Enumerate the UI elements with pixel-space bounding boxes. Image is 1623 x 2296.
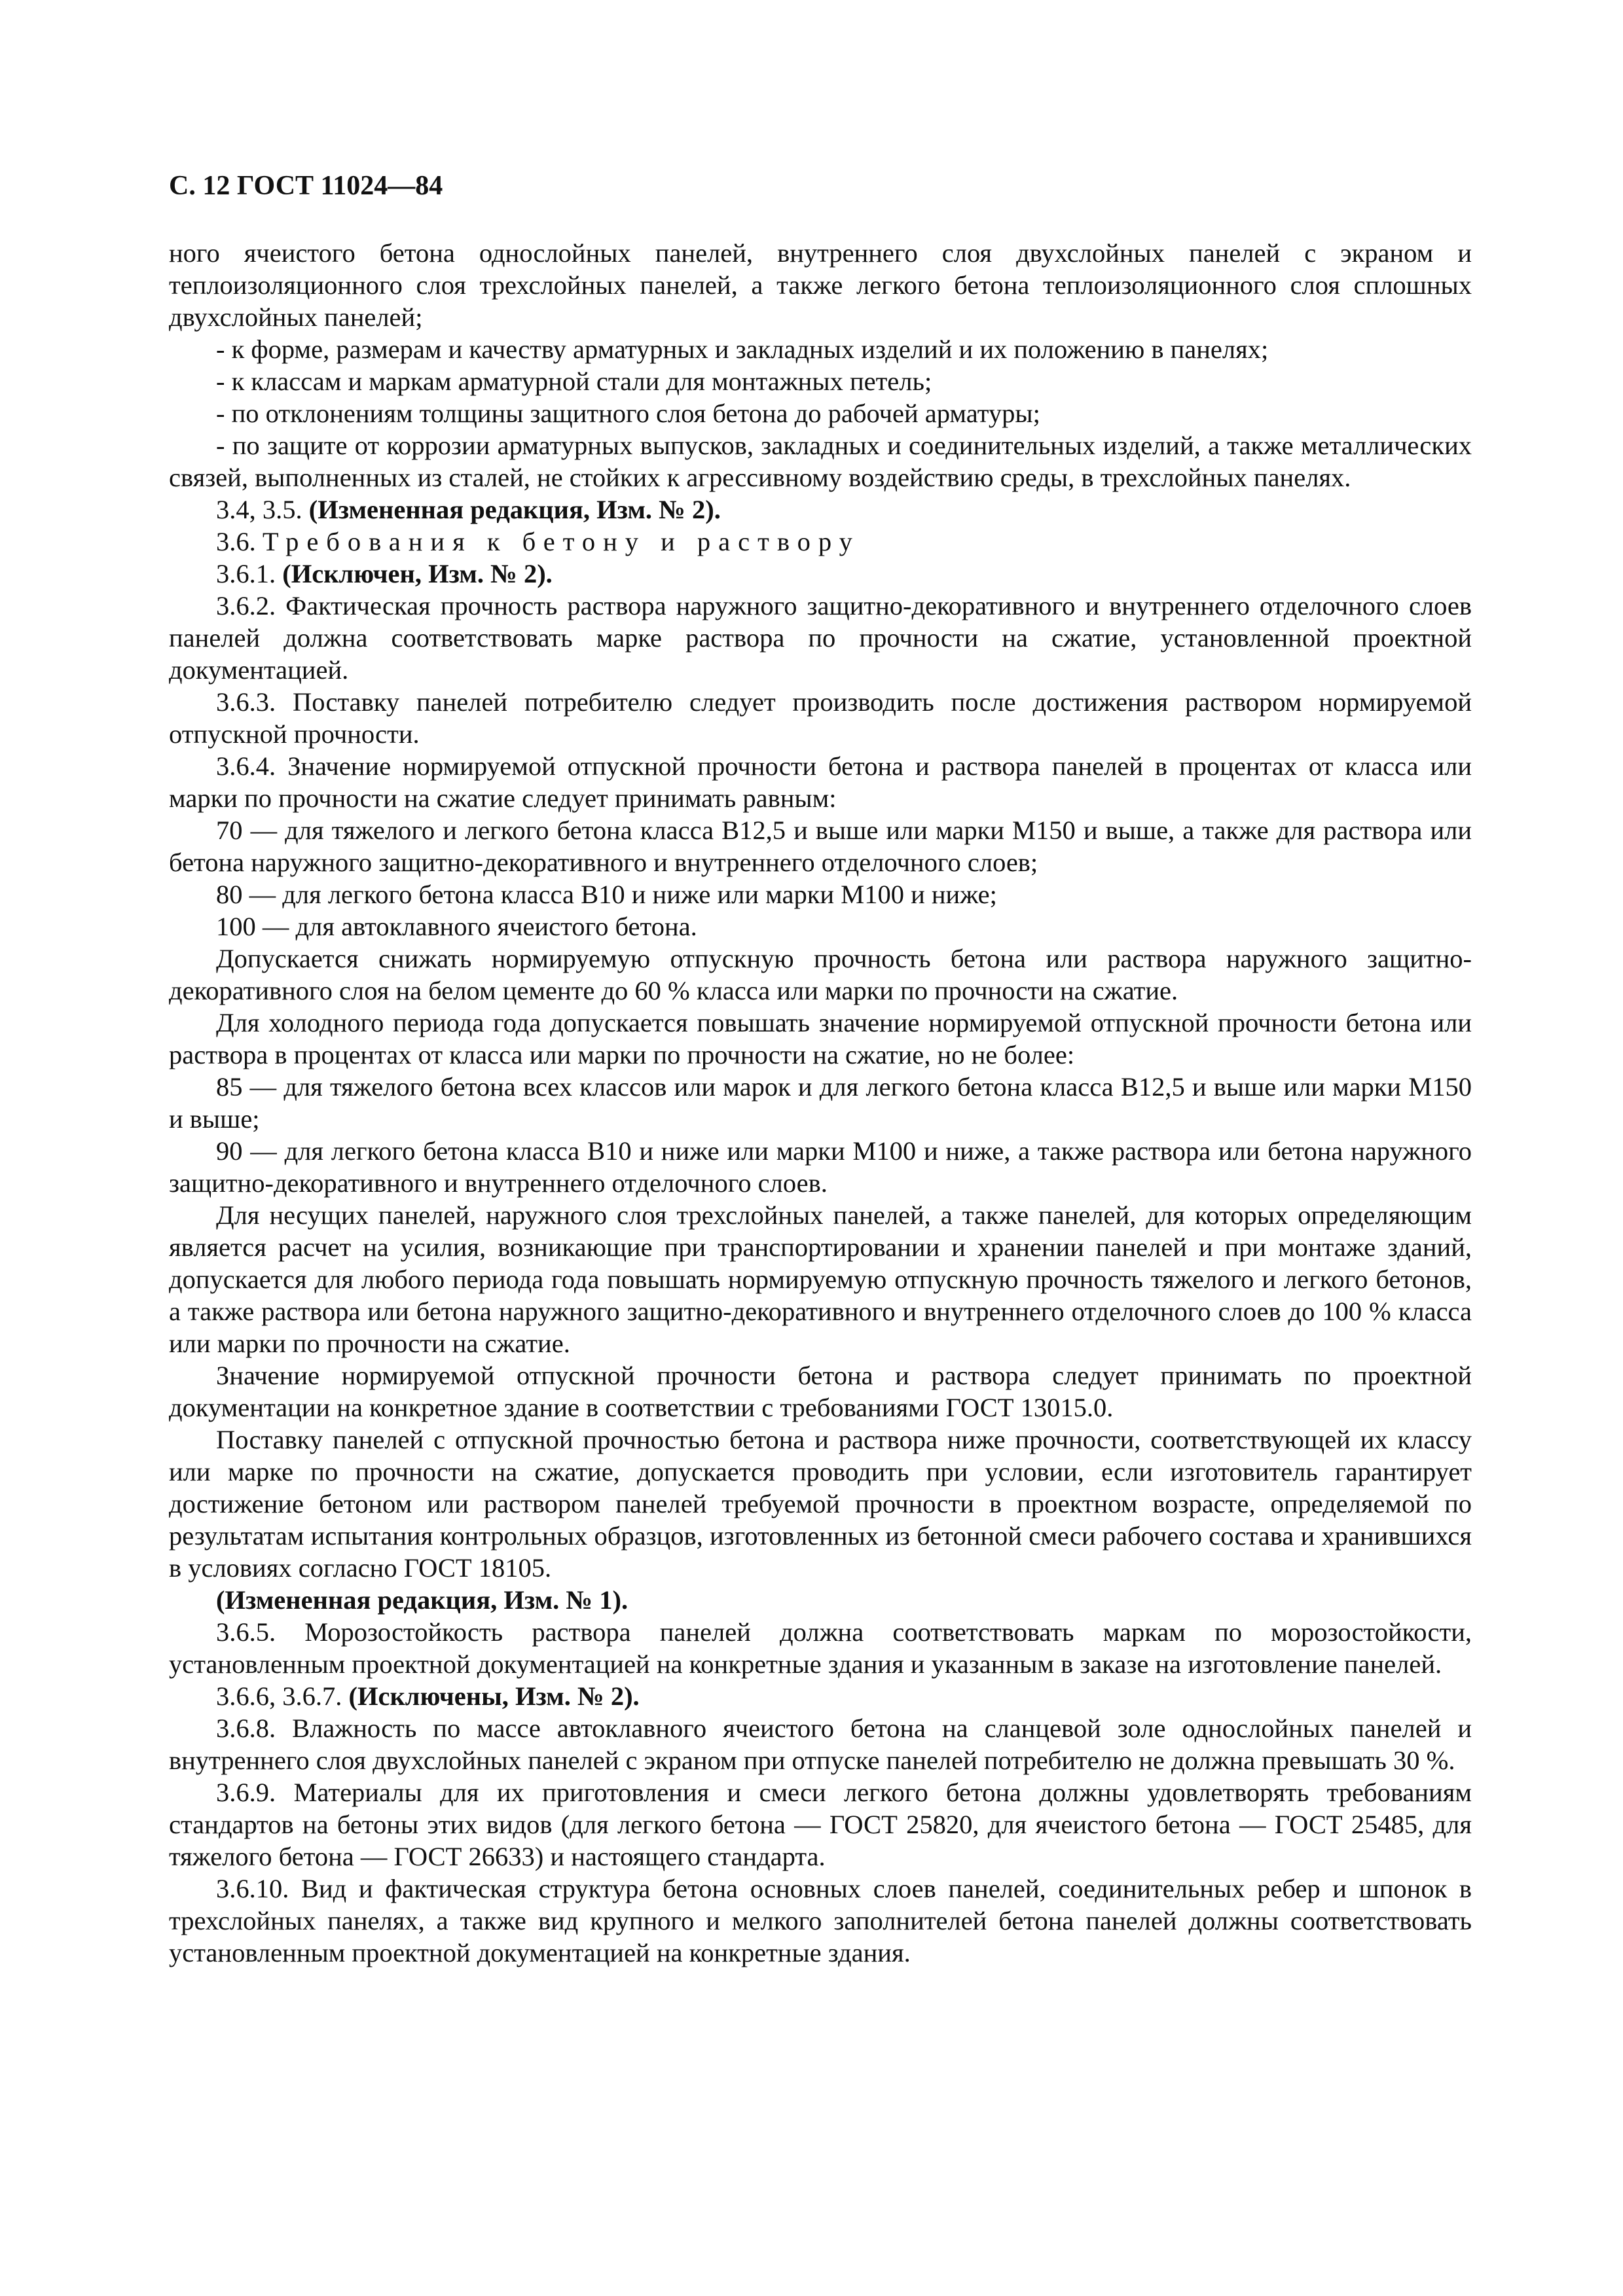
paragraph: ного ячеистого бетона однослойных панелей, внутреннего слоя двухслойных панелей с экраном и теплоизоляционного слоя трехслойных панелей, а также легкого бетона теплоизоляционного слоя сплошных двухслойных панелей; xyxy=(169,238,1472,332)
paragraph: Значение нормируемой отпускной прочности бетона и раствора следует принимать по проектной документации на конкретное здание в соответствии с требованиями ГОСТ 13015.0. xyxy=(169,1361,1472,1422)
paragraph: Поставку панелей с отпускной прочностью бетона и раствора ниже прочности, соответствующей их классу или марке по прочности на сжатие, допускается проводить при условии, если изготовитель гарантирует достижение бетоном или раствором панелей требуемой прочности в проектном возрасте, определяемой по результатам испытания контрольных образцов, изготовленных из бетонной смеси рабочего состава и хранившихся в условиях согласно ГОСТ 18105. xyxy=(169,1425,1472,1583)
paragraph: 85 — для тяжелого бетона всех классов или марок и для легкого бетона класса В12,5 и выше или марки М150 и выше; xyxy=(169,1072,1472,1134)
section-heading: Требования к бетону и раствору xyxy=(262,527,860,556)
paragraph xyxy=(169,1584,1472,1616)
paragraph: 3.6.8. Влажность по массе автоклавного ячеистого бетона на сланцевой золе однослойных панелей и внутреннего слоя двухслойных панелей с экраном при отпуске панелей потребителю не должна превышать 30 %. xyxy=(169,1713,1472,1775)
paragraph: Для несущих панелей, наружного слоя трехслойных панелей, а также панелей, для которых определяющим является расчет на усилия, возникающие при транспортировании и хранении панелей и при монтаже зданий, допускается для любого периода года повышать нормируемую отпускную прочность тяжелого и легкого бетонов, а также раствора или бетона наружного защитно-декоративного и внутреннего отделочного слоев до 100 % класса или марки по прочности на сжатие. xyxy=(169,1200,1472,1358)
document-page xyxy=(169,169,1472,1969)
amendment-note: (Измененная редакция, Изм. № 2). xyxy=(308,495,721,524)
paragraph xyxy=(169,526,1472,558)
section-number: 3.6.1. xyxy=(216,559,283,588)
document-body xyxy=(169,237,1472,1969)
section-number: 3.6.6, 3.6.7. xyxy=(216,1681,349,1711)
paragraph: 3.6.4. Значение нормируемой отпускной прочности бетона и раствора панелей в процентах от класса или марки по прочности на сжатие следует принимать равным: xyxy=(169,751,1472,813)
paragraph: 3.6.2. Фактическая прочность раствора наружного защитно-декоративного и внутреннего отделочного слоев панелей должна соответствовать марке раствора по прочности на сжатие, установленной проектной документацией. xyxy=(169,591,1472,685)
paragraph: 3.6.9. Материалы для их приготовления и смеси легкого бетона должны удовлетворять требованиям стандартов на бетоны этих видов (для легкого бетона — ГОСТ 25820, для ячеистого бетона — ГОСТ 25485, для тяжелого бетона — ГОСТ 26633) и настоящего стандарта. xyxy=(169,1778,1472,1871)
paragraph: - по отклонениям толщины защитного слоя бетона до рабочей арматуры; xyxy=(216,399,1040,428)
paragraph: Для холодного периода года допускается повышать значение нормируемой отпускной прочности бетона или раствора в процентах от класса или марки по прочности на сжатие, но не более: xyxy=(169,1008,1472,1069)
section-number: 3.4, 3.5. xyxy=(216,495,309,524)
paragraph: - к форме, размерам и качеству арматурных и закладных изделий и их положению в панелях; xyxy=(216,334,1269,364)
paragraph: 3.6.3. Поставку панелей потребителю следует производить после достижения раствором нормируемой отпускной прочности. xyxy=(169,687,1472,749)
paragraph: 90 — для легкого бетона класса В10 и ниже или марки М100 и ниже, а также раствора или бетона наружного защитно-декоративного и внутреннего отделочного слоев. xyxy=(169,1136,1472,1198)
section-number: 3.6. xyxy=(216,527,263,556)
paragraph xyxy=(169,1680,1472,1712)
paragraph xyxy=(169,558,1472,590)
amendment-note: (Исключен, Изм. № 2). xyxy=(282,559,553,588)
amendment-note: (Измененная редакция, Изм. № 1). xyxy=(216,1585,629,1615)
amendment-note: (Исключены, Изм. № 2). xyxy=(348,1681,640,1711)
paragraph: 100 — для автоклавного ячеистого бетона. xyxy=(216,912,697,941)
paragraph: Допускается снижать нормируемую отпускную прочность бетона или раствора наружного защитно-декоративного слоя на белом цементе до 60 % класса или марки по прочности на сжатие. xyxy=(169,944,1472,1005)
paragraph: 70 — для тяжелого и легкого бетона класса В12,5 и выше или марки М150 и выше, а также для раствора или бетона наружного защитно-декоративного и внутреннего отделочного слоев; xyxy=(169,816,1472,877)
paragraph: - по защите от коррозии арматурных выпусков, закладных и соединительных изделий, а также металлических связей, выполненных из сталей, не стойких к агрессивному воздействию среды, в трехслойных панелях. xyxy=(169,431,1472,492)
paragraph xyxy=(169,493,1472,526)
paragraph: 80 — для легкого бетона класса В10 и ниже или марки М100 и ниже; xyxy=(216,880,997,909)
paragraph: 3.6.5. Морозостойкость раствора панелей должна соответствовать маркам по морозостойкости, установленным проектной документацией на конкретные здания и указанным в заказе на изготовление панелей. xyxy=(169,1617,1472,1679)
paragraph: 3.6.10. Вид и фактическая структура бетона основных слоев панелей, соединительных ребер и шпонок в трехслойных панелях, а также вид крупного и мелкого заполнителей бетона панелей должны соответствовать установленным проектной документацией на конкретные здания. xyxy=(169,1874,1472,1967)
page-header: С. 12 ГОСТ 11024—84 xyxy=(169,171,443,201)
paragraph: - к классам и маркам арматурной стали для монтажных петель; xyxy=(216,367,932,396)
